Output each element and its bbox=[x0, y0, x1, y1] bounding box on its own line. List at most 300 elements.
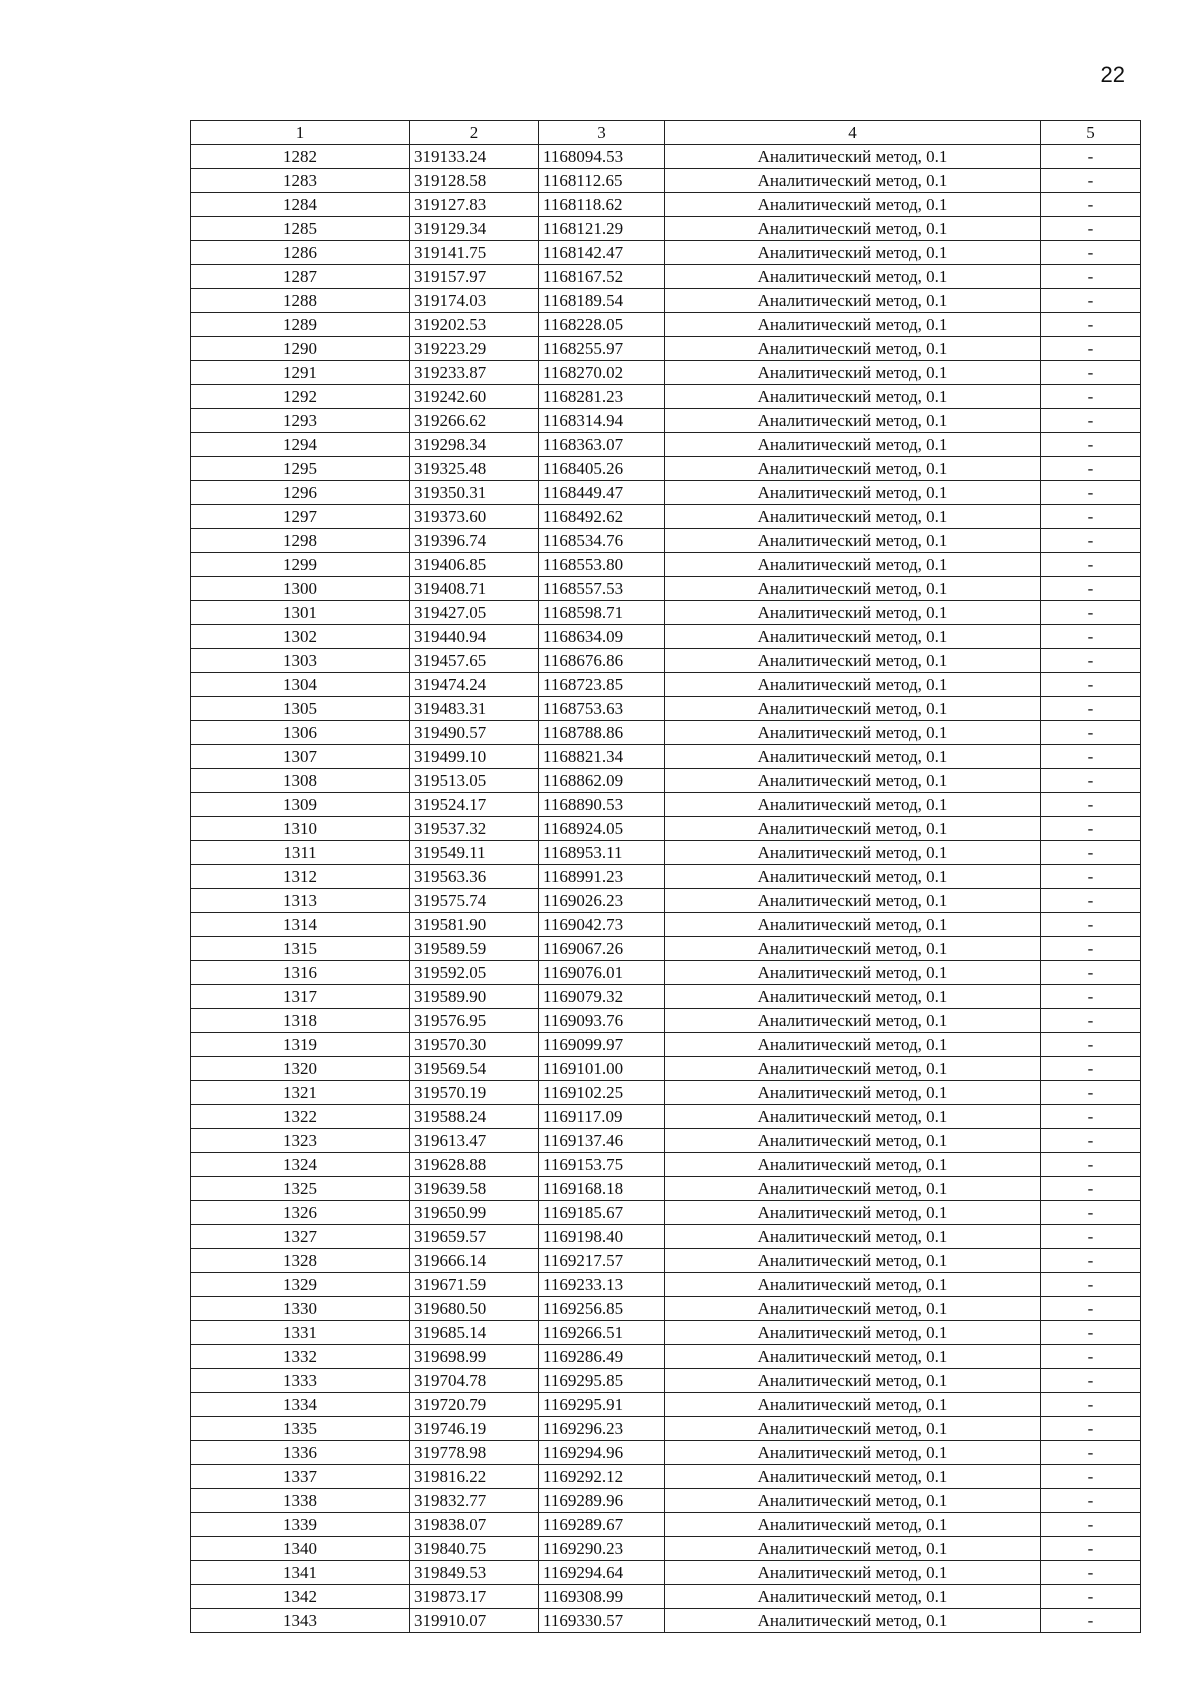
y-coordinate-cell: 1168634.09 bbox=[539, 625, 665, 649]
point-number-cell: 1300 bbox=[191, 577, 410, 601]
point-number-cell: 1327 bbox=[191, 1225, 410, 1249]
point-number-cell: 1341 bbox=[191, 1561, 410, 1585]
note-cell: - bbox=[1041, 721, 1141, 745]
method-cell: Аналитический метод, 0.1 bbox=[665, 841, 1041, 865]
x-coordinate-cell: 319873.17 bbox=[410, 1585, 539, 1609]
x-coordinate-cell: 319838.07 bbox=[410, 1513, 539, 1537]
table-row bbox=[191, 1201, 1141, 1225]
y-coordinate-cell: 1168862.09 bbox=[539, 769, 665, 793]
note-cell: - bbox=[1041, 1345, 1141, 1369]
x-coordinate-cell: 319457.65 bbox=[410, 649, 539, 673]
y-coordinate-cell: 1169026.23 bbox=[539, 889, 665, 913]
point-number-cell: 1307 bbox=[191, 745, 410, 769]
note-cell: - bbox=[1041, 529, 1141, 553]
point-number-cell: 1287 bbox=[191, 265, 410, 289]
table-row bbox=[191, 289, 1141, 313]
page-number: 22 bbox=[1100, 62, 1125, 87]
point-number-cell: 1320 bbox=[191, 1057, 410, 1081]
method-cell: Аналитический метод, 0.1 bbox=[665, 169, 1041, 193]
method-cell: Аналитический метод, 0.1 bbox=[665, 865, 1041, 889]
y-coordinate-cell: 1168753.63 bbox=[539, 697, 665, 721]
table-row bbox=[191, 457, 1141, 481]
note-cell: - bbox=[1041, 649, 1141, 673]
x-coordinate-cell: 319832.77 bbox=[410, 1489, 539, 1513]
table-row bbox=[191, 481, 1141, 505]
point-number-cell: 1303 bbox=[191, 649, 410, 673]
x-coordinate-cell: 319499.10 bbox=[410, 745, 539, 769]
table-row bbox=[191, 793, 1141, 817]
point-number-cell: 1312 bbox=[191, 865, 410, 889]
method-cell: Аналитический метод, 0.1 bbox=[665, 1129, 1041, 1153]
note-cell: - bbox=[1041, 769, 1141, 793]
y-coordinate-cell: 1169198.40 bbox=[539, 1225, 665, 1249]
method-cell: Аналитический метод, 0.1 bbox=[665, 553, 1041, 577]
y-coordinate-cell: 1169292.12 bbox=[539, 1465, 665, 1489]
table-row bbox=[191, 1585, 1141, 1609]
y-coordinate-cell: 1168405.26 bbox=[539, 457, 665, 481]
point-number-cell: 1340 bbox=[191, 1537, 410, 1561]
table-row bbox=[191, 193, 1141, 217]
y-coordinate-cell: 1168598.71 bbox=[539, 601, 665, 625]
x-coordinate-cell: 319133.24 bbox=[410, 145, 539, 169]
point-number-cell: 1342 bbox=[191, 1585, 410, 1609]
point-number-cell: 1314 bbox=[191, 913, 410, 937]
y-coordinate-cell: 1169137.46 bbox=[539, 1129, 665, 1153]
method-cell: Аналитический метод, 0.1 bbox=[665, 313, 1041, 337]
note-cell: - bbox=[1041, 457, 1141, 481]
table-row bbox=[191, 841, 1141, 865]
x-coordinate-cell: 319490.57 bbox=[410, 721, 539, 745]
y-coordinate-cell: 1168890.53 bbox=[539, 793, 665, 817]
method-cell: Аналитический метод, 0.1 bbox=[665, 1393, 1041, 1417]
x-coordinate-cell: 319408.71 bbox=[410, 577, 539, 601]
y-coordinate-cell: 1169330.57 bbox=[539, 1609, 665, 1633]
y-coordinate-cell: 1169294.64 bbox=[539, 1561, 665, 1585]
method-cell: Аналитический метод, 0.1 bbox=[665, 1297, 1041, 1321]
point-number-cell: 1295 bbox=[191, 457, 410, 481]
table-row bbox=[191, 601, 1141, 625]
x-coordinate-cell: 319174.03 bbox=[410, 289, 539, 313]
column-header-3: 3 bbox=[539, 121, 665, 145]
point-number-cell: 1286 bbox=[191, 241, 410, 265]
note-cell: - bbox=[1041, 889, 1141, 913]
y-coordinate-cell: 1169099.97 bbox=[539, 1033, 665, 1057]
y-coordinate-cell: 1169290.23 bbox=[539, 1537, 665, 1561]
table-row bbox=[191, 1441, 1141, 1465]
y-coordinate-cell: 1169079.32 bbox=[539, 985, 665, 1009]
method-cell: Аналитический метод, 0.1 bbox=[665, 1273, 1041, 1297]
table-row bbox=[191, 745, 1141, 769]
table-row bbox=[191, 1273, 1141, 1297]
method-cell: Аналитический метод, 0.1 bbox=[665, 817, 1041, 841]
table-row bbox=[191, 985, 1141, 1009]
x-coordinate-cell: 319157.97 bbox=[410, 265, 539, 289]
note-cell: - bbox=[1041, 745, 1141, 769]
method-cell: Аналитический метод, 0.1 bbox=[665, 1369, 1041, 1393]
x-coordinate-cell: 319698.99 bbox=[410, 1345, 539, 1369]
y-coordinate-cell: 1168676.86 bbox=[539, 649, 665, 673]
method-cell: Аналитический метод, 0.1 bbox=[665, 649, 1041, 673]
method-cell: Аналитический метод, 0.1 bbox=[665, 985, 1041, 1009]
point-number-cell: 1283 bbox=[191, 169, 410, 193]
table-row bbox=[191, 1369, 1141, 1393]
table-row bbox=[191, 1321, 1141, 1345]
y-coordinate-cell: 1168121.29 bbox=[539, 217, 665, 241]
y-coordinate-cell: 1169217.57 bbox=[539, 1249, 665, 1273]
column-header-5: 5 bbox=[1041, 121, 1141, 145]
note-cell: - bbox=[1041, 265, 1141, 289]
x-coordinate-cell: 319440.94 bbox=[410, 625, 539, 649]
note-cell: - bbox=[1041, 1489, 1141, 1513]
point-number-cell: 1294 bbox=[191, 433, 410, 457]
method-cell: Аналитический метод, 0.1 bbox=[665, 217, 1041, 241]
note-cell: - bbox=[1041, 1561, 1141, 1585]
method-cell: Аналитический метод, 0.1 bbox=[665, 601, 1041, 625]
method-cell: Аналитический метод, 0.1 bbox=[665, 433, 1041, 457]
x-coordinate-cell: 319141.75 bbox=[410, 241, 539, 265]
table-row bbox=[191, 529, 1141, 553]
method-cell: Аналитический метод, 0.1 bbox=[665, 1489, 1041, 1513]
y-coordinate-cell: 1168255.97 bbox=[539, 337, 665, 361]
method-cell: Аналитический метод, 0.1 bbox=[665, 265, 1041, 289]
table-row bbox=[191, 1033, 1141, 1057]
method-cell: Аналитический метод, 0.1 bbox=[665, 1033, 1041, 1057]
point-number-cell: 1332 bbox=[191, 1345, 410, 1369]
x-coordinate-cell: 319373.60 bbox=[410, 505, 539, 529]
method-cell: Аналитический метод, 0.1 bbox=[665, 1225, 1041, 1249]
y-coordinate-cell: 1169256.85 bbox=[539, 1297, 665, 1321]
x-coordinate-cell: 319581.90 bbox=[410, 913, 539, 937]
table-row bbox=[191, 889, 1141, 913]
y-coordinate-cell: 1168553.80 bbox=[539, 553, 665, 577]
x-coordinate-cell: 319127.83 bbox=[410, 193, 539, 217]
y-coordinate-cell: 1168788.86 bbox=[539, 721, 665, 745]
note-cell: - bbox=[1041, 1321, 1141, 1345]
point-number-cell: 1313 bbox=[191, 889, 410, 913]
column-header-4: 4 bbox=[665, 121, 1041, 145]
y-coordinate-cell: 1169233.13 bbox=[539, 1273, 665, 1297]
x-coordinate-cell: 319685.14 bbox=[410, 1321, 539, 1345]
table-row bbox=[191, 817, 1141, 841]
note-cell: - bbox=[1041, 1297, 1141, 1321]
note-cell: - bbox=[1041, 1201, 1141, 1225]
y-coordinate-cell: 1169308.99 bbox=[539, 1585, 665, 1609]
y-coordinate-cell: 1168449.47 bbox=[539, 481, 665, 505]
point-number-cell: 1310 bbox=[191, 817, 410, 841]
x-coordinate-cell: 319350.31 bbox=[410, 481, 539, 505]
note-cell: - bbox=[1041, 697, 1141, 721]
x-coordinate-cell: 319325.48 bbox=[410, 457, 539, 481]
method-cell: Аналитический метод, 0.1 bbox=[665, 1105, 1041, 1129]
note-cell: - bbox=[1041, 169, 1141, 193]
y-coordinate-cell: 1169185.67 bbox=[539, 1201, 665, 1225]
table-row bbox=[191, 937, 1141, 961]
column-header-2: 2 bbox=[410, 121, 539, 145]
table-row bbox=[191, 1129, 1141, 1153]
method-cell: Аналитический метод, 0.1 bbox=[665, 337, 1041, 361]
method-cell: Аналитический метод, 0.1 bbox=[665, 241, 1041, 265]
x-coordinate-cell: 319569.54 bbox=[410, 1057, 539, 1081]
point-number-cell: 1318 bbox=[191, 1009, 410, 1033]
note-cell: - bbox=[1041, 1057, 1141, 1081]
y-coordinate-cell: 1169117.09 bbox=[539, 1105, 665, 1129]
note-cell: - bbox=[1041, 217, 1141, 241]
x-coordinate-cell: 319671.59 bbox=[410, 1273, 539, 1297]
method-cell: Аналитический метод, 0.1 bbox=[665, 1441, 1041, 1465]
method-cell: Аналитический метод, 0.1 bbox=[665, 745, 1041, 769]
method-cell: Аналитический метод, 0.1 bbox=[665, 1465, 1041, 1489]
method-cell: Аналитический метод, 0.1 bbox=[665, 1057, 1041, 1081]
x-coordinate-cell: 319427.05 bbox=[410, 601, 539, 625]
x-coordinate-cell: 319570.19 bbox=[410, 1081, 539, 1105]
method-cell: Аналитический метод, 0.1 bbox=[665, 361, 1041, 385]
note-cell: - bbox=[1041, 505, 1141, 529]
note-cell: - bbox=[1041, 289, 1141, 313]
x-coordinate-cell: 319233.87 bbox=[410, 361, 539, 385]
x-coordinate-cell: 319396.74 bbox=[410, 529, 539, 553]
table-row bbox=[191, 1513, 1141, 1537]
y-coordinate-cell: 1169093.76 bbox=[539, 1009, 665, 1033]
y-coordinate-cell: 1169289.96 bbox=[539, 1489, 665, 1513]
note-cell: - bbox=[1041, 865, 1141, 889]
x-coordinate-cell: 319128.58 bbox=[410, 169, 539, 193]
y-coordinate-cell: 1168991.23 bbox=[539, 865, 665, 889]
point-number-cell: 1308 bbox=[191, 769, 410, 793]
point-number-cell: 1293 bbox=[191, 409, 410, 433]
y-coordinate-cell: 1168723.85 bbox=[539, 673, 665, 697]
note-cell: - bbox=[1041, 553, 1141, 577]
y-coordinate-cell: 1168270.02 bbox=[539, 361, 665, 385]
y-coordinate-cell: 1169295.91 bbox=[539, 1393, 665, 1417]
point-number-cell: 1290 bbox=[191, 337, 410, 361]
x-coordinate-cell: 319406.85 bbox=[410, 553, 539, 577]
y-coordinate-cell: 1168094.53 bbox=[539, 145, 665, 169]
method-cell: Аналитический метод, 0.1 bbox=[665, 1177, 1041, 1201]
x-coordinate-cell: 319537.32 bbox=[410, 817, 539, 841]
x-coordinate-cell: 319570.30 bbox=[410, 1033, 539, 1057]
y-coordinate-cell: 1169168.18 bbox=[539, 1177, 665, 1201]
table-row bbox=[191, 1249, 1141, 1273]
method-cell: Аналитический метод, 0.1 bbox=[665, 1249, 1041, 1273]
table-row bbox=[191, 1297, 1141, 1321]
y-coordinate-cell: 1168557.53 bbox=[539, 577, 665, 601]
note-cell: - bbox=[1041, 433, 1141, 457]
method-cell: Аналитический метод, 0.1 bbox=[665, 289, 1041, 313]
note-cell: - bbox=[1041, 625, 1141, 649]
note-cell: - bbox=[1041, 1153, 1141, 1177]
y-coordinate-cell: 1168534.76 bbox=[539, 529, 665, 553]
point-number-cell: 1315 bbox=[191, 937, 410, 961]
table-row bbox=[191, 265, 1141, 289]
point-number-cell: 1325 bbox=[191, 1177, 410, 1201]
point-number-cell: 1343 bbox=[191, 1609, 410, 1633]
method-cell: Аналитический метод, 0.1 bbox=[665, 697, 1041, 721]
y-coordinate-cell: 1168118.62 bbox=[539, 193, 665, 217]
x-coordinate-cell: 319576.95 bbox=[410, 1009, 539, 1033]
x-coordinate-cell: 319849.53 bbox=[410, 1561, 539, 1585]
y-coordinate-cell: 1168167.52 bbox=[539, 265, 665, 289]
x-coordinate-cell: 319704.78 bbox=[410, 1369, 539, 1393]
point-number-cell: 1296 bbox=[191, 481, 410, 505]
method-cell: Аналитический метод, 0.1 bbox=[665, 625, 1041, 649]
method-cell: Аналитический метод, 0.1 bbox=[665, 481, 1041, 505]
method-cell: Аналитический метод, 0.1 bbox=[665, 529, 1041, 553]
note-cell: - bbox=[1041, 841, 1141, 865]
point-number-cell: 1298 bbox=[191, 529, 410, 553]
y-coordinate-cell: 1168189.54 bbox=[539, 289, 665, 313]
method-cell: Аналитический метод, 0.1 bbox=[665, 193, 1041, 217]
table-row bbox=[191, 505, 1141, 529]
y-coordinate-cell: 1168492.62 bbox=[539, 505, 665, 529]
table-row bbox=[191, 673, 1141, 697]
y-coordinate-cell: 1168228.05 bbox=[539, 313, 665, 337]
table-row bbox=[191, 721, 1141, 745]
note-cell: - bbox=[1041, 985, 1141, 1009]
point-number-cell: 1331 bbox=[191, 1321, 410, 1345]
table-row bbox=[191, 865, 1141, 889]
table-row bbox=[191, 625, 1141, 649]
x-coordinate-cell: 319524.17 bbox=[410, 793, 539, 817]
note-cell: - bbox=[1041, 1081, 1141, 1105]
table-row bbox=[191, 1177, 1141, 1201]
method-cell: Аналитический метод, 0.1 bbox=[665, 721, 1041, 745]
point-number-cell: 1316 bbox=[191, 961, 410, 985]
note-cell: - bbox=[1041, 1441, 1141, 1465]
note-cell: - bbox=[1041, 1105, 1141, 1129]
method-cell: Аналитический метод, 0.1 bbox=[665, 961, 1041, 985]
table-row bbox=[191, 577, 1141, 601]
point-number-cell: 1324 bbox=[191, 1153, 410, 1177]
x-coordinate-cell: 319513.05 bbox=[410, 769, 539, 793]
note-cell: - bbox=[1041, 1225, 1141, 1249]
method-cell: Аналитический метод, 0.1 bbox=[665, 937, 1041, 961]
note-cell: - bbox=[1041, 793, 1141, 817]
y-coordinate-cell: 1168281.23 bbox=[539, 385, 665, 409]
method-cell: Аналитический метод, 0.1 bbox=[665, 1609, 1041, 1633]
point-number-cell: 1334 bbox=[191, 1393, 410, 1417]
method-cell: Аналитический метод, 0.1 bbox=[665, 1513, 1041, 1537]
note-cell: - bbox=[1041, 193, 1141, 217]
column-header-1: 1 bbox=[191, 121, 410, 145]
note-cell: - bbox=[1041, 673, 1141, 697]
method-cell: Аналитический метод, 0.1 bbox=[665, 673, 1041, 697]
point-number-cell: 1321 bbox=[191, 1081, 410, 1105]
table-row bbox=[191, 697, 1141, 721]
table-row bbox=[191, 1393, 1141, 1417]
note-cell: - bbox=[1041, 313, 1141, 337]
x-coordinate-cell: 319242.60 bbox=[410, 385, 539, 409]
table-row bbox=[191, 1081, 1141, 1105]
x-coordinate-cell: 319589.59 bbox=[410, 937, 539, 961]
note-cell: - bbox=[1041, 145, 1141, 169]
method-cell: Аналитический метод, 0.1 bbox=[665, 457, 1041, 481]
table-row bbox=[191, 385, 1141, 409]
table-row bbox=[191, 1225, 1141, 1249]
method-cell: Аналитический метод, 0.1 bbox=[665, 1585, 1041, 1609]
point-number-cell: 1304 bbox=[191, 673, 410, 697]
method-cell: Аналитический метод, 0.1 bbox=[665, 145, 1041, 169]
y-coordinate-cell: 1169294.96 bbox=[539, 1441, 665, 1465]
point-number-cell: 1299 bbox=[191, 553, 410, 577]
point-number-cell: 1335 bbox=[191, 1417, 410, 1441]
method-cell: Аналитический метод, 0.1 bbox=[665, 1417, 1041, 1441]
x-coordinate-cell: 319588.24 bbox=[410, 1105, 539, 1129]
y-coordinate-cell: 1169266.51 bbox=[539, 1321, 665, 1345]
table-row bbox=[191, 1417, 1141, 1441]
method-cell: Аналитический метод, 0.1 bbox=[665, 889, 1041, 913]
note-cell: - bbox=[1041, 337, 1141, 361]
point-number-cell: 1309 bbox=[191, 793, 410, 817]
y-coordinate-cell: 1168953.11 bbox=[539, 841, 665, 865]
x-coordinate-cell: 319575.74 bbox=[410, 889, 539, 913]
note-cell: - bbox=[1041, 1273, 1141, 1297]
point-number-cell: 1333 bbox=[191, 1369, 410, 1393]
x-coordinate-cell: 319628.88 bbox=[410, 1153, 539, 1177]
table-row bbox=[191, 1561, 1141, 1585]
table-row bbox=[191, 1489, 1141, 1513]
point-number-cell: 1319 bbox=[191, 1033, 410, 1057]
table-row bbox=[191, 553, 1141, 577]
x-coordinate-cell: 319129.34 bbox=[410, 217, 539, 241]
point-number-cell: 1292 bbox=[191, 385, 410, 409]
x-coordinate-cell: 319592.05 bbox=[410, 961, 539, 985]
x-coordinate-cell: 319483.31 bbox=[410, 697, 539, 721]
table-row bbox=[191, 313, 1141, 337]
table-row bbox=[191, 1537, 1141, 1561]
x-coordinate-cell: 319298.34 bbox=[410, 433, 539, 457]
note-cell: - bbox=[1041, 409, 1141, 433]
note-cell: - bbox=[1041, 1417, 1141, 1441]
y-coordinate-cell: 1169102.25 bbox=[539, 1081, 665, 1105]
y-coordinate-cell: 1168314.94 bbox=[539, 409, 665, 433]
note-cell: - bbox=[1041, 961, 1141, 985]
method-cell: Аналитический метод, 0.1 bbox=[665, 1081, 1041, 1105]
point-number-cell: 1302 bbox=[191, 625, 410, 649]
point-number-cell: 1291 bbox=[191, 361, 410, 385]
method-cell: Аналитический метод, 0.1 bbox=[665, 505, 1041, 529]
method-cell: Аналитический метод, 0.1 bbox=[665, 385, 1041, 409]
x-coordinate-cell: 319720.79 bbox=[410, 1393, 539, 1417]
method-cell: Аналитический метод, 0.1 bbox=[665, 1153, 1041, 1177]
method-cell: Аналитический метод, 0.1 bbox=[665, 577, 1041, 601]
point-number-cell: 1330 bbox=[191, 1297, 410, 1321]
point-number-cell: 1282 bbox=[191, 145, 410, 169]
point-number-cell: 1317 bbox=[191, 985, 410, 1009]
table-row bbox=[191, 409, 1141, 433]
method-cell: Аналитический метод, 0.1 bbox=[665, 409, 1041, 433]
table-body bbox=[191, 145, 1141, 1633]
y-coordinate-cell: 1168924.05 bbox=[539, 817, 665, 841]
method-cell: Аналитический метод, 0.1 bbox=[665, 793, 1041, 817]
point-number-cell: 1311 bbox=[191, 841, 410, 865]
note-cell: - bbox=[1041, 241, 1141, 265]
x-coordinate-cell: 319223.29 bbox=[410, 337, 539, 361]
note-cell: - bbox=[1041, 361, 1141, 385]
y-coordinate-cell: 1169289.67 bbox=[539, 1513, 665, 1537]
x-coordinate-cell: 319778.98 bbox=[410, 1441, 539, 1465]
y-coordinate-cell: 1168142.47 bbox=[539, 241, 665, 265]
table-header bbox=[191, 121, 1141, 145]
table-row bbox=[191, 361, 1141, 385]
point-number-cell: 1285 bbox=[191, 217, 410, 241]
note-cell: - bbox=[1041, 1033, 1141, 1057]
x-coordinate-cell: 319666.14 bbox=[410, 1249, 539, 1273]
note-cell: - bbox=[1041, 1177, 1141, 1201]
note-cell: - bbox=[1041, 1585, 1141, 1609]
point-number-cell: 1305 bbox=[191, 697, 410, 721]
y-coordinate-cell: 1169067.26 bbox=[539, 937, 665, 961]
x-coordinate-cell: 319613.47 bbox=[410, 1129, 539, 1153]
